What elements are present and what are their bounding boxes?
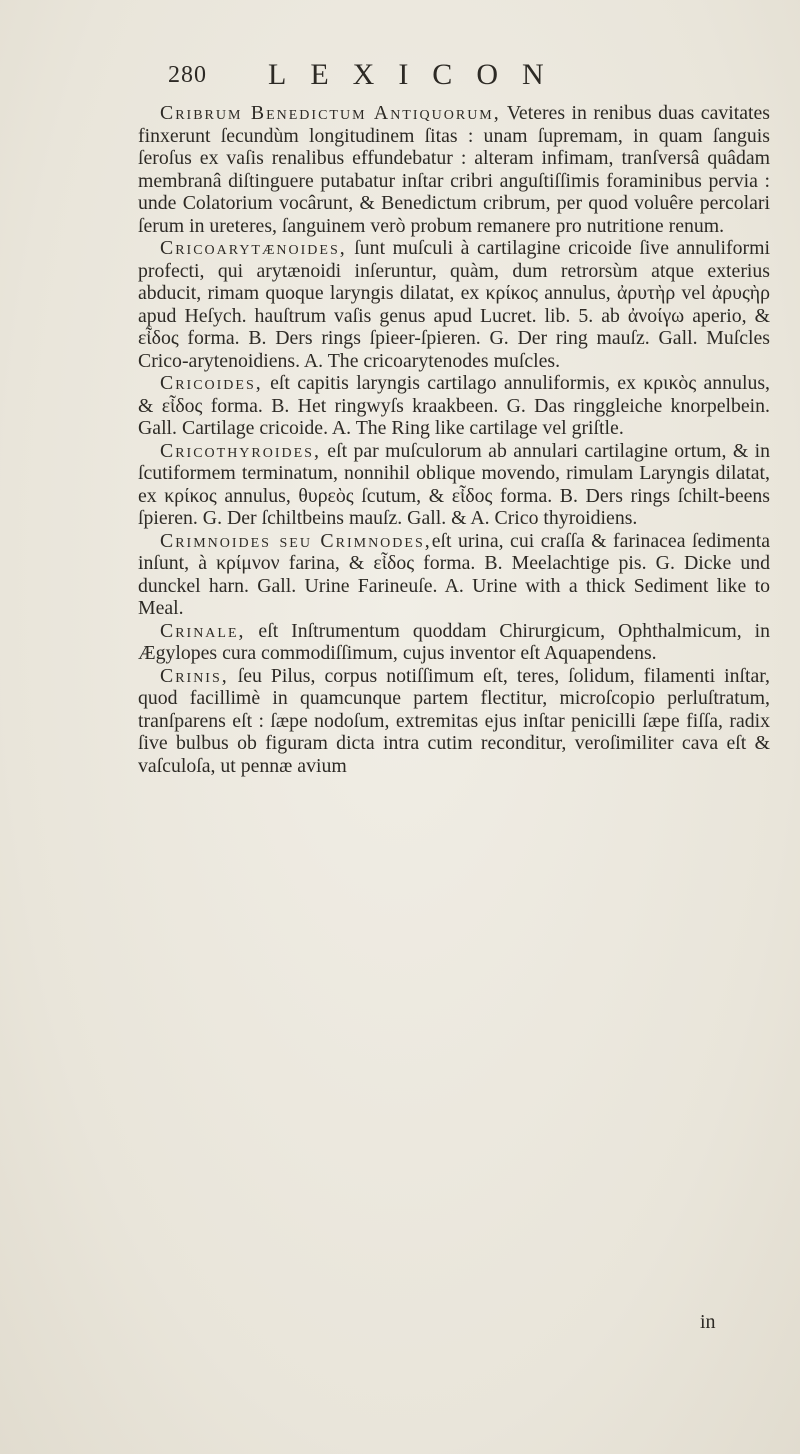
headword: Crimnoides ſeu Crimnodes,	[160, 529, 432, 552]
page-header	[168, 58, 728, 98]
entry-cribrum	[138, 102, 770, 237]
entry-crinale	[138, 620, 770, 665]
entry-body: ſunt muſculi à cartilagine cricoide ſive annuliformi profecti, qui arytænoidi inſeruntur, quàm, dum retrorsùm atque exterius abducit, rimam quoque laryngis dilatat, ex κρίκος annulus, ἀρυτὴρ vel ἀρυςὴρ apud Heſych. hauſtrum vaſis genus apud Lucret. lib. 5. ab ἀνοίγω aperio, & εἶδος forma. B. Ders rings ſpieer-ſpieren. G. Der ring mauſz. Gall. Muſcles Crico-arytenoidiens. A. The cricoarytenodes muſcles.	[138, 237, 770, 372]
headword: Cribrum Benedictum Antiquorum,	[160, 102, 501, 124]
entry-crimnoides	[138, 530, 770, 620]
entry-body: eſt urina, cui craſſa & farinacea ſedimenta inſunt, à κρίμνον farina, & εἶδος forma. B. Meelachtige pis. G. Dicke und dunckel harn. Gall. Urine Farineuſe. A. Urine with a thick Sediment like to Meal.	[138, 529, 770, 619]
entry-cricothyroides	[138, 440, 770, 530]
running-head: LEXICON	[268, 58, 568, 91]
dictionary-text	[138, 102, 770, 777]
headword: Cricothyroides,	[160, 439, 321, 462]
entry-body: eſt Inſtrumentum quoddam Chirurgicum, Ophthalmicum, in Ægylopes cura commodiſſimum, cujus inventor eſt Aquapendens.	[138, 619, 770, 664]
headword: Cricoides,	[160, 372, 263, 394]
entry-body: Veteres in renibus duas cavitates finxerunt ſecundùm longitudinem ſitas : unam ſupremam, in quam ſanguis ſeroſus ex vaſis renalibus effundebatur : alteram infimam, tranſversâ quâdam membranâ diſtinguere putabatur inſtar cribri anguſtiſſimis foraminibus pervia : unde Colatorium vocârunt, & Benedictum cribrum, per quod voluêre percolari ſerum in ureteres, ſanguinem verò probum remanere pro nutritione renum.	[138, 102, 771, 237]
entry-cricoarytaenoides	[138, 237, 770, 372]
entry-body: ſeu Pilus, corpus notiſſimum eſt, teres, ſolidum, filamenti inſtar, quod facillimè in quamcunque partem flectitur, microſcopio perluſtratum, tranſparens eſt : ſæpe nodoſum, extremitas ejus inſtar penicilli ſæpe fiſſa, radix ſive bulbus ob figuram dicta intra cutim reconditur, veroſimiliter cava eſt & vaſculoſa, ut pennæ avium	[138, 664, 770, 777]
entry-body: eſt capitis laryngis cartilago annuliformis, ex κρικὸς annulus, & εἶδος forma. B. Het ringwyſs kraakbeen. G. Das ringgleiche knorpelbein. Gall. Cartilage cricoide. A. The Ring like cartilage vel griſtle.	[138, 372, 770, 439]
catchword: in	[700, 1311, 716, 1333]
headword: Crinis,	[160, 664, 229, 687]
page-number: 280	[168, 62, 207, 88]
headword: Crinale,	[160, 619, 246, 642]
entry-cricoides	[138, 372, 770, 440]
entry-crinis	[138, 665, 770, 778]
headword: Cricoarytænoides,	[160, 237, 347, 259]
entry-body: eſt par muſculorum ab annulari cartilagine ortum, & in ſcutiformem terminatum, nonnihil oblique movendo, rimulam Laryngis dilatat, ex κρίκος annulus, θυρεὸς ſcutum, & εἶδος forma. B. Ders rings ſchilt-beens ſpieren. G. Der ſchiltbeins mauſz. Gall. & A. Crico thyroidiens.	[138, 439, 770, 529]
